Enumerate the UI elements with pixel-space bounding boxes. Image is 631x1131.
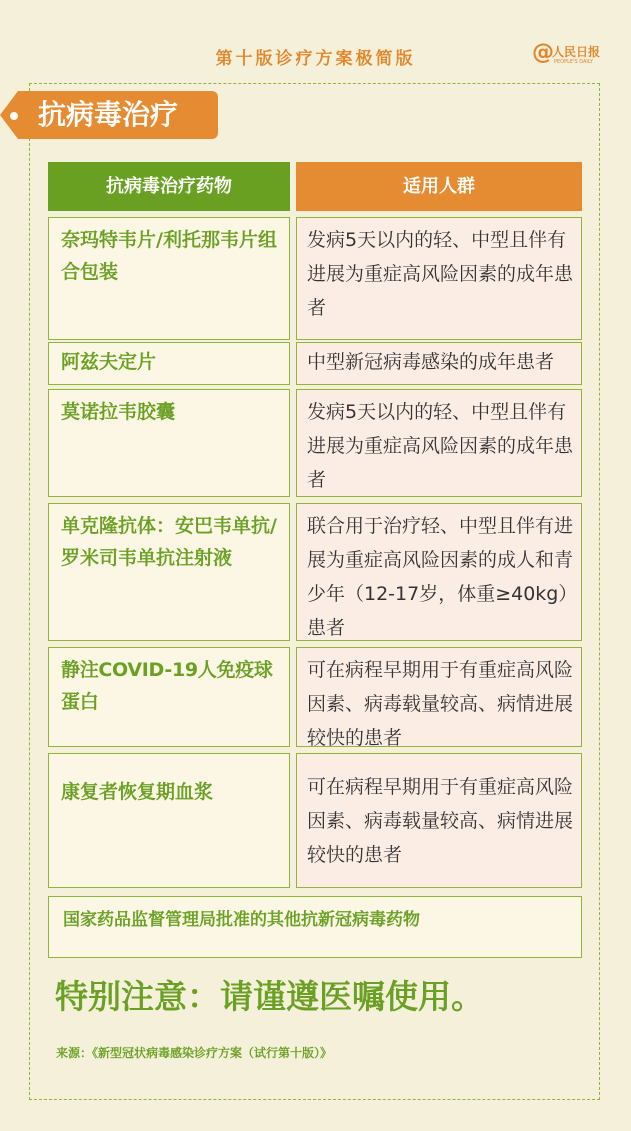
table-cell-drug: 奈玛特韦片/利托那韦片组合包装 <box>48 217 290 340</box>
table-cell-drug: 莫诺拉韦胶囊 <box>48 389 290 497</box>
peoples-daily-logo <box>532 40 612 70</box>
logo-name: 人民日报 <box>552 45 601 59</box>
source-citation: 来源：《新型冠状病毒感染诊疗方案（试行第十版）》 <box>56 1046 333 1060</box>
tag-dot-icon <box>10 112 18 120</box>
special-notice: 特别注意：请谨遵医嘱使用。 <box>55 977 484 1016</box>
table-cell-population: 中型新冠病毒感染的成年患者 <box>296 342 582 385</box>
table-cell-drug: 阿兹夫定片 <box>48 342 290 385</box>
section-title: 抗病毒治疗 <box>38 98 179 131</box>
table-cell-population: 发病5天以内的轻、中型且伴有进展为重症高风险因素的成年患者 <box>296 217 582 340</box>
logo-subtitle: PEOPLE'S DAILY <box>554 59 594 65</box>
table-cell-drug: 康复者恢复期血浆 <box>48 753 290 888</box>
table-footer-row: 国家药品监督管理局批准的其他抗新冠病毒药物 <box>48 896 582 958</box>
table-cell-population: 发病5天以内的轻、中型且伴有进展为重症高风险因素的成年患者 <box>296 389 582 497</box>
table-cell-drug: 静注COVID-19人免疫球蛋白 <box>48 647 290 747</box>
table-header-drug: 抗病毒治疗药物 <box>48 162 290 211</box>
at-symbol-icon: @ <box>532 40 554 65</box>
table-cell-population: 联合用于治疗轻、中型且伴有进展为重症高风险因素的成人和青少年（12-17岁，体重≥40kg）患者 <box>296 503 582 641</box>
header-title: 第十版诊疗方案极简版 <box>215 49 416 69</box>
table-cell-drug: 单克隆抗体：安巴韦单抗/罗米司韦单抗注射液 <box>48 503 290 641</box>
table-cell-population: 可在病程早期用于有重症高风险因素、病毒载量较高、病情进展较快的患者 <box>296 647 582 747</box>
table-cell-population: 可在病程早期用于有重症高风险因素、病毒载量较高、病情进展较快的患者 <box>296 753 582 888</box>
table-header-population: 适用人群 <box>296 162 582 211</box>
